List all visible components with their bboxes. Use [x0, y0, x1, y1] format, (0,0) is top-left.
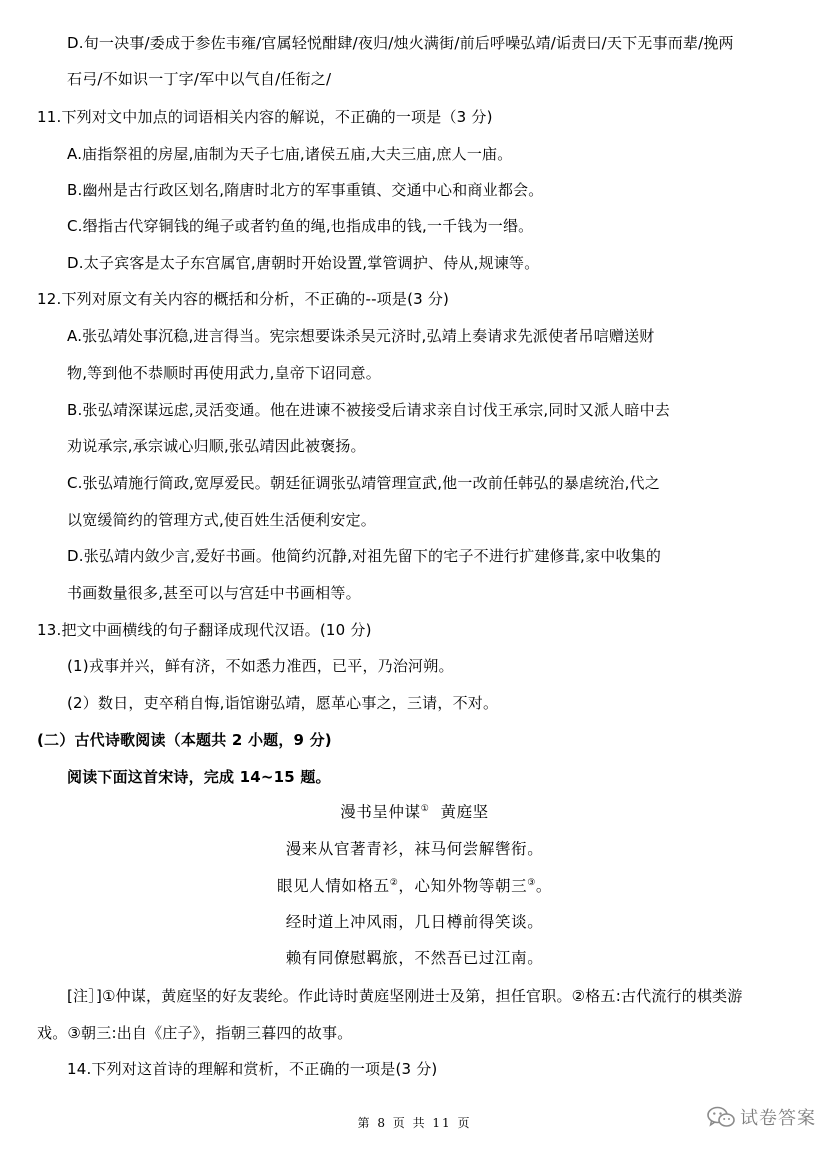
poetry-instruction: 阅读下面这首宋诗，完成 14~15 题。 — [67, 768, 331, 786]
q12-option-d-line2: 书画数量很多,甚至可以与宫廷中书画相等。 — [67, 584, 361, 602]
poem-note-mark-2: ② — [389, 878, 399, 888]
q14-stem: 14.下列对这首诗的理解和赏析，不正确的一项是(3 分) — [67, 1060, 438, 1078]
q10-option-d-line1: D.旬一决事/委成于参佐韦雍/官属轻悦酣肆/夜归/烛火满街/前后呼噪弘靖/诟责曰/天下无事而辈/挽两 — [67, 34, 734, 52]
q11-option-a: A.庙指祭祖的房屋,庙制为天子七庙,诸侯五庙,大夫三庙,庶人一庙。 — [67, 145, 513, 163]
q12-stem: 12.下列对原文有关内容的概括和分析，不正确的--项是(3 分) — [37, 290, 450, 308]
q12-option-a-line2: 物,等到他不恭顺时再使用武力,皇帝下诏同意。 — [67, 364, 381, 382]
poem-title: 漫书呈仲谋 — [340, 803, 421, 821]
poem-line-2: 眼见人情如格五②，心知外物等朝三③。 — [277, 877, 552, 895]
poem-notes-line1: [注］]①仲谋，黄庭坚的好友裴纶。作此诗时黄庭坚刚进士及第，担任官职。②格五:古代流行的棋类游 — [67, 987, 743, 1005]
q11-option-b: B.幽州是古行政区划名,隋唐时北方的军事重镇、交通中心和商业都会。 — [67, 181, 544, 199]
poem-line-3: 经时道上冲风雨，几日樽前得笑谈。 — [285, 913, 544, 931]
q13-sentence-1: (1)戎事并兴，鲜有济，不如悉力准西，已平，乃治河朔。 — [67, 657, 454, 675]
poem-title-line — [0, 801, 829, 823]
q12-option-c-line2: 以宽缓简约的管理方式,使百姓生活便利安定。 — [67, 511, 376, 529]
q12-option-b-line1: B.张弘靖深谋远虑,灵活变通。他在进谏不被接受后请求亲自讨伐王承宗,同时又派人暗中去 — [67, 401, 670, 419]
q12-option-d-line1: D.张弘靖内敛少言,爱好书画。他简约沉静,对祖先留下的宅子不进行扩建修葺,家中收集的 — [67, 547, 662, 565]
q13-stem: 13.把文中画横线的句子翻译成现代汉语。(10 分) — [37, 621, 372, 639]
page-footer: 第 8 页 共 11 页 — [357, 1116, 472, 1130]
poem-notes-line2: 戏。③朝三:出自《庄子》，指朝三暮四的故事。 — [37, 1024, 353, 1042]
poem-note-mark-3: ③ — [527, 878, 536, 888]
q11-option-c: C.缗指古代穿铜钱的绳子或者钓鱼的绳,也指成串的钱,一千钱为一缗。 — [67, 217, 534, 235]
q11-option-d: D.太子宾客是太子东宫属官,唐朝时开始设置,掌管调护、侍从,规谏等。 — [67, 254, 540, 272]
q12-option-b-line2: 劝说承宗,承宗诚心归顺,张弘靖因此被褒扬。 — [67, 437, 366, 455]
watermark — [706, 1102, 816, 1132]
poem-line-4: 赖有同僚慰羁旅，不然吾已过江南。 — [285, 949, 544, 967]
section-heading-poetry: (二）古代诗歌阅读（本题共 2 小题，9 分) — [37, 731, 332, 749]
wechat-icon — [706, 1105, 736, 1129]
q13-sentence-2: (2）数日，吏卒稍自悔,诣馆谢弘靖，愿革心事之，三请，不对。 — [67, 694, 499, 712]
poem-title-note-mark: ① — [420, 804, 430, 814]
q10-option-d-line2: 石弓/不如识一丁字/军中以气自/任衔之/ — [67, 70, 332, 88]
q12-option-c-line1: C.张弘靖施行简政,宽厚爱民。朝廷征调张弘靖管理宣武,他一改前任韩弘的暴虐统治,代之 — [67, 474, 660, 492]
q11-stem: 11.下列对文中加点的词语相关内容的解说，不正确的一项是（3 分) — [37, 108, 493, 126]
watermark-text: 试卷答案 — [740, 1108, 816, 1129]
poem-author: 黄庭坚 — [440, 803, 489, 821]
q12-option-a-line1: A.张弘靖处事沉稳,进言得当。宪宗想要诛杀吴元济时,弘靖上奏请求先派使者吊唁赠送财 — [67, 327, 655, 345]
poem-line-1: 漫来从官著青衫，袜马何尝解辔衔。 — [285, 840, 544, 858]
